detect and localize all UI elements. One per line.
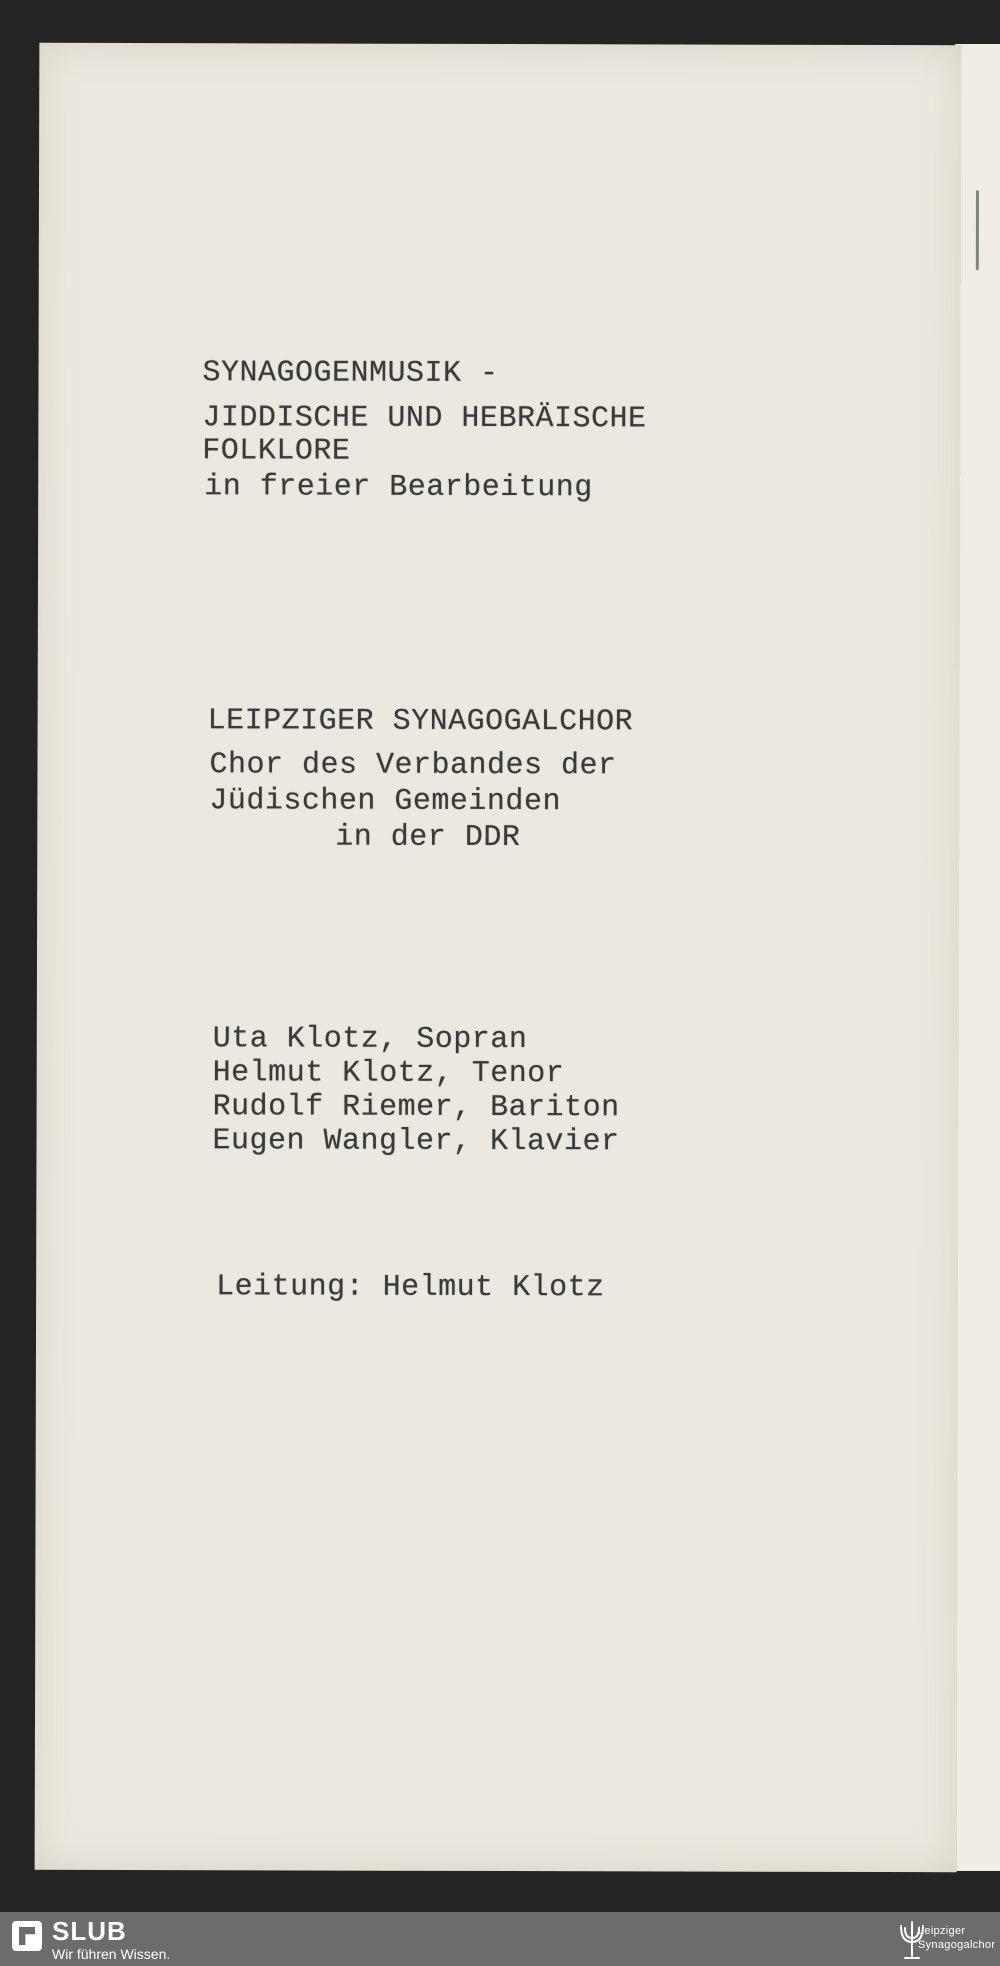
choir-desc-line-2: Jüdischen Gemeinden <box>209 784 562 820</box>
paper-mark <box>976 190 979 270</box>
slub-logo-icon[interactable] <box>12 1921 42 1951</box>
performer-4: Eugen Wangler, Klavier <box>212 1124 620 1160</box>
heading-line-1: SYNAGOGENMUSIK - <box>202 356 499 391</box>
choir-desc-line-3: in der DDR <box>335 820 521 856</box>
page-fold-edge <box>955 44 1000 1871</box>
direction-line: Leitung: Helmut Klotz <box>216 1270 605 1306</box>
performer-3: Rudolf Riemer, Bariton <box>212 1090 620 1126</box>
library-name[interactable]: SLUB <box>52 1916 127 1946</box>
library-slogan: Wir führen Wissen. <box>52 1946 171 1962</box>
heading-line-2: JIDDISCHE UND HEBRÄISCHE <box>202 401 647 437</box>
heading-line-3: FOLKLORE <box>202 434 351 469</box>
performer-1: Uta Klotz, Sopran <box>212 1022 528 1058</box>
footer-bar <box>0 1912 1000 1966</box>
heading-subtitle: in freier Bearbeitung <box>204 470 593 506</box>
collection-name <box>918 1924 995 1952</box>
collection-line-1: Leipziger <box>918 1925 966 1937</box>
choir-desc-line-1: Chor des Verbandes der <box>209 748 617 784</box>
collection-line-2: Synagogalchor <box>918 1939 996 1951</box>
performer-2: Helmut Klotz, Tenor <box>212 1056 565 1092</box>
program-page <box>35 43 962 1872</box>
choir-name: LEIPZIGER SYNAGOGALCHOR <box>207 704 634 740</box>
